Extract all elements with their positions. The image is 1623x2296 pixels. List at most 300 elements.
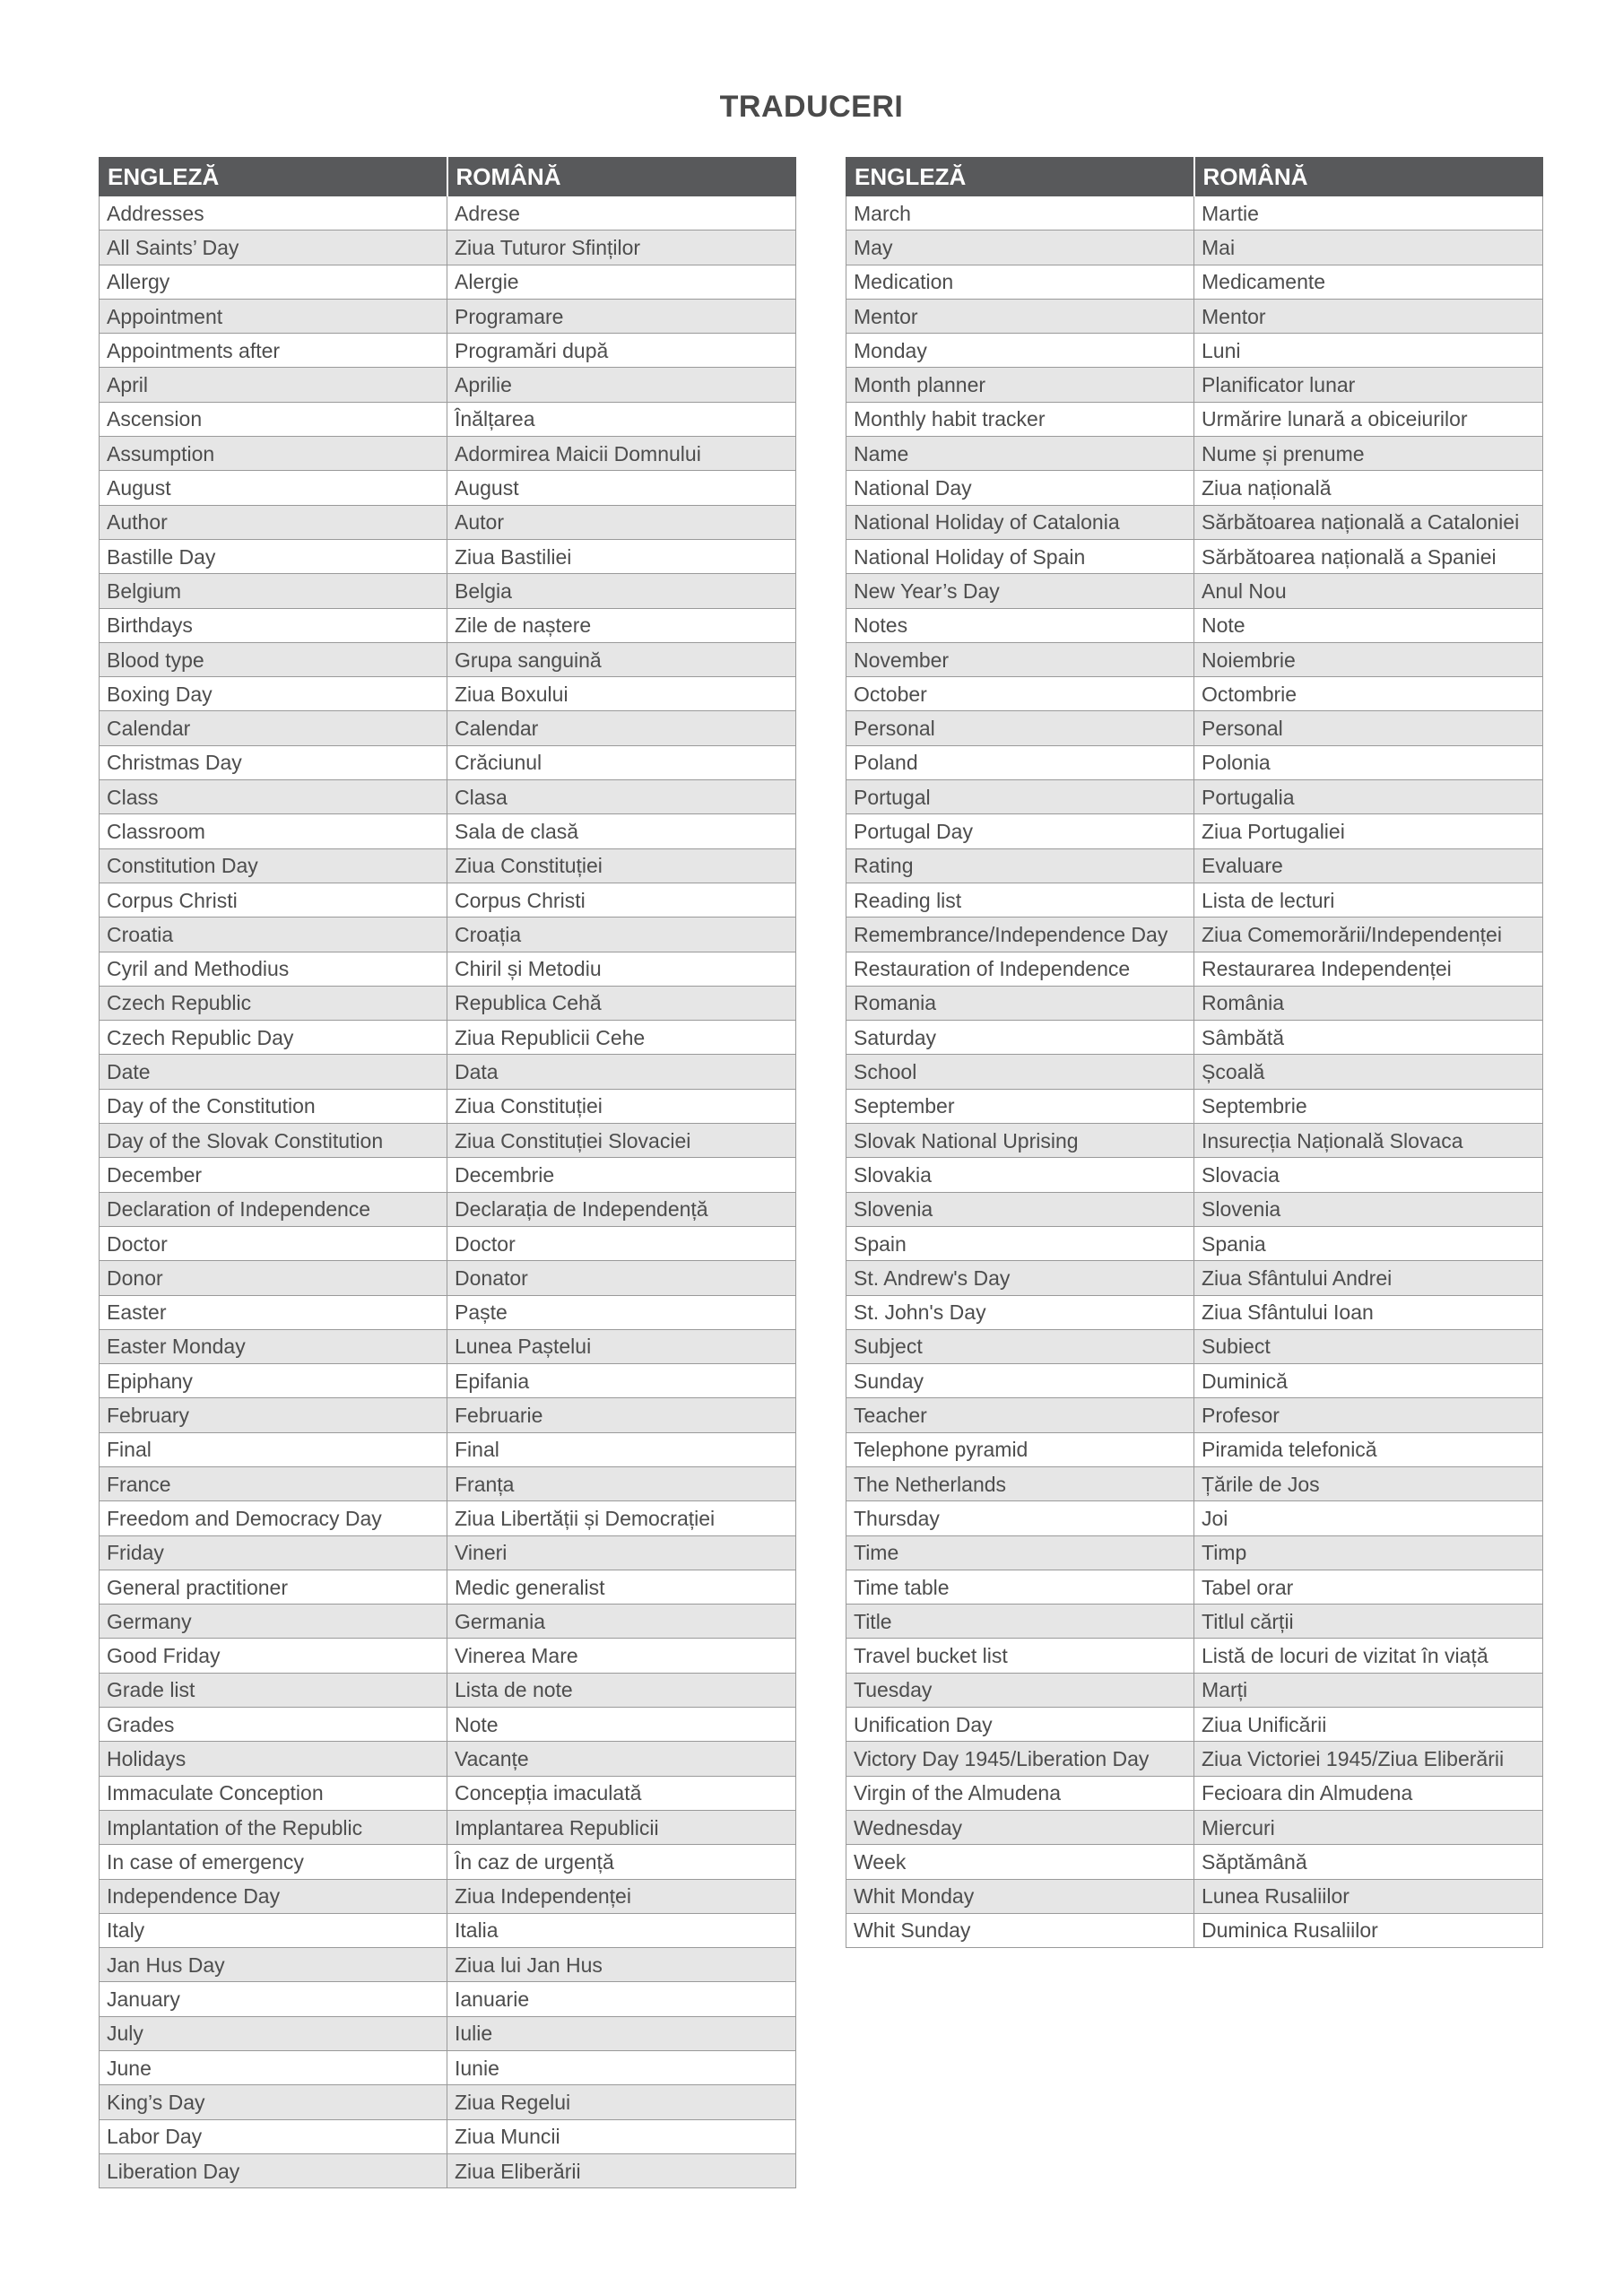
romanian-translation: Concepția imaculată: [447, 1776, 796, 1810]
table-row: [100, 814, 796, 848]
english-term: Birthdays: [100, 608, 447, 642]
english-term: Italy: [100, 1913, 447, 1947]
table-row: [100, 848, 796, 883]
english-term: Sunday: [846, 1364, 1194, 1398]
table-row: [100, 1398, 796, 1432]
english-term: Wednesday: [846, 1810, 1194, 1844]
table-row: [100, 2119, 796, 2153]
english-term: Appointment: [100, 299, 447, 333]
table-row: [100, 505, 796, 539]
english-term: April: [100, 368, 447, 402]
english-term: Appointments after: [100, 334, 447, 368]
english-term: King’s Day: [100, 2085, 447, 2119]
english-term: Grades: [100, 1708, 447, 1742]
table-row: [846, 539, 1543, 573]
table-row: [100, 1948, 796, 1982]
english-term: Constitution Day: [100, 848, 447, 883]
romanian-translation: Franța: [447, 1466, 796, 1500]
romanian-translation: Evaluare: [1194, 848, 1543, 883]
table-row: [100, 1158, 796, 1192]
english-term: Slovenia: [846, 1192, 1194, 1226]
romanian-translation: Țările de Jos: [1194, 1466, 1543, 1500]
table-row: [846, 1810, 1543, 1844]
english-term: Saturday: [846, 1021, 1194, 1055]
english-term: Victory Day 1945/Liberation Day: [846, 1742, 1194, 1776]
romanian-translation: Ziua Victoriei 1945/Ziua Eliberării: [1194, 1742, 1543, 1776]
table-row: [100, 1089, 796, 1123]
english-term: Rating: [846, 848, 1194, 883]
english-term: July: [100, 2016, 447, 2050]
english-term: Immaculate Conception: [100, 1776, 447, 1810]
table-row: [100, 1570, 796, 1604]
english-term: August: [100, 471, 447, 505]
table-row: [100, 780, 796, 814]
table-row: [100, 1192, 796, 1226]
table-row: [846, 1913, 1543, 1947]
table-row: [846, 1192, 1543, 1226]
romanian-translation: Note: [447, 1708, 796, 1742]
romanian-translation: Germania: [447, 1605, 796, 1639]
english-term: Easter Monday: [100, 1329, 447, 1363]
table-row: [846, 986, 1543, 1020]
romanian-translation: Ianuarie: [447, 1982, 796, 2016]
english-term: Tuesday: [846, 1673, 1194, 1707]
english-term: Liberation Day: [100, 2153, 447, 2187]
romanian-translation: Personal: [1194, 711, 1543, 745]
table-row: [846, 780, 1543, 814]
table-row: [100, 1535, 796, 1570]
romanian-translation: Ziua Eliberării: [447, 2153, 796, 2187]
table-row: [100, 1605, 796, 1639]
english-term: Friday: [100, 1535, 447, 1570]
english-term: February: [100, 1398, 447, 1432]
english-term: Czech Republic Day: [100, 1021, 447, 1055]
romanian-translation: Miercuri: [1194, 1810, 1543, 1844]
table-row: [846, 1708, 1543, 1742]
english-term: Easter: [100, 1295, 447, 1329]
table-row: [100, 642, 796, 676]
table-row: [100, 1295, 796, 1329]
romanian-translation: În caz de urgență: [447, 1845, 796, 1879]
table-row: [846, 1845, 1543, 1879]
english-term: School: [846, 1055, 1194, 1089]
table-row: [100, 1982, 796, 2016]
romanian-translation: Data: [447, 1055, 796, 1089]
table-row: [846, 1432, 1543, 1466]
english-term: May: [846, 230, 1194, 265]
table-row: [846, 848, 1543, 883]
romanian-translation: Vacanțe: [447, 1742, 796, 1776]
table-row: [846, 1879, 1543, 1913]
english-term: Allergy: [100, 265, 447, 299]
english-term: January: [100, 1982, 447, 2016]
english-term: Labor Day: [100, 2119, 447, 2153]
english-term: Notes: [846, 608, 1194, 642]
table-row: [846, 1089, 1543, 1123]
table-row: [100, 1673, 796, 1707]
romanian-translation: Lunea Rusaliilor: [1194, 1879, 1543, 1913]
column-header-romanian: ROMÂNĂ: [447, 158, 796, 196]
table-row: [846, 1673, 1543, 1707]
english-term: Portugal: [846, 780, 1194, 814]
table-row: [100, 952, 796, 986]
english-term: Reading list: [846, 883, 1194, 917]
table-row: [100, 608, 796, 642]
table-row: [100, 196, 796, 230]
romanian-translation: România: [1194, 986, 1543, 1020]
table-row: [846, 814, 1543, 848]
english-term: November: [846, 642, 1194, 676]
table-row: [100, 677, 796, 711]
romanian-translation: Portugalia: [1194, 780, 1543, 814]
romanian-translation: Slovacia: [1194, 1158, 1543, 1192]
english-term: March: [846, 196, 1194, 230]
english-term: October: [846, 677, 1194, 711]
english-term: Assumption: [100, 437, 447, 471]
english-term: Month planner: [846, 368, 1194, 402]
column-header-romanian: ROMÂNĂ: [1194, 158, 1543, 196]
romanian-translation: Tabel orar: [1194, 1570, 1543, 1604]
page-title: TRADUCERI: [719, 90, 904, 124]
romanian-translation: Listă de locuri de vizitat în viață: [1194, 1639, 1543, 1673]
table-row: [846, 1364, 1543, 1398]
table-row: [100, 1261, 796, 1295]
romanian-translation: Ziua Libertății și Democrației: [447, 1501, 796, 1535]
english-term: Travel bucket list: [846, 1639, 1194, 1673]
table-row: [100, 986, 796, 1020]
romanian-translation: Ziua Constituției: [447, 1089, 796, 1123]
table-row: [846, 334, 1543, 368]
romanian-translation: Ziua lui Jan Hus: [447, 1948, 796, 1982]
table-row: [846, 1466, 1543, 1500]
table-row: [846, 1535, 1543, 1570]
english-term: Czech Republic: [100, 986, 447, 1020]
romanian-translation: Epifania: [447, 1364, 796, 1398]
english-term: Time table: [846, 1570, 1194, 1604]
english-term: Time: [846, 1535, 1194, 1570]
table-row: [846, 745, 1543, 779]
table-row: [100, 1913, 796, 1947]
romanian-translation: Nume și prenume: [1194, 437, 1543, 471]
english-term: Thursday: [846, 1501, 1194, 1535]
romanian-translation: Februarie: [447, 1398, 796, 1432]
romanian-translation: Marți: [1194, 1673, 1543, 1707]
romanian-translation: Vineri: [447, 1535, 796, 1570]
romanian-translation: Crăciunul: [447, 745, 796, 779]
romanian-translation: Ziua Portugaliei: [1194, 814, 1543, 848]
romanian-translation: Duminica Rusaliilor: [1194, 1913, 1543, 1947]
english-term: Good Friday: [100, 1639, 447, 1673]
table-row: [100, 1742, 796, 1776]
english-term: Croatia: [100, 918, 447, 952]
column-header-english: ENGLEZĂ: [846, 158, 1194, 196]
table-row: [100, 2051, 796, 2085]
romanian-translation: Ziua Sfântului Ioan: [1194, 1295, 1543, 1329]
romanian-translation: Alergie: [447, 265, 796, 299]
english-term: Holidays: [100, 1742, 447, 1776]
table-row: [100, 711, 796, 745]
english-term: Poland: [846, 745, 1194, 779]
english-term: Blood type: [100, 642, 447, 676]
table-row: [100, 265, 796, 299]
romanian-translation: Martie: [1194, 196, 1543, 230]
table-row: [100, 299, 796, 333]
table-row: [100, 334, 796, 368]
romanian-translation: Ziua Constituției: [447, 848, 796, 883]
english-term: Freedom and Democracy Day: [100, 1501, 447, 1535]
english-term: Epiphany: [100, 1364, 447, 1398]
table-row: [846, 1329, 1543, 1363]
english-term: Medication: [846, 265, 1194, 299]
romanian-translation: Anul Nou: [1194, 574, 1543, 608]
romanian-translation: Profesor: [1194, 1398, 1543, 1432]
table-row: [100, 1021, 796, 1055]
table-row: [100, 1124, 796, 1158]
table-row: [846, 437, 1543, 471]
english-term: National Holiday of Catalonia: [846, 505, 1194, 539]
romanian-translation: Medic generalist: [447, 1570, 796, 1604]
romanian-translation: Joi: [1194, 1501, 1543, 1535]
english-term: Slovakia: [846, 1158, 1194, 1192]
romanian-translation: Ziua Tuturor Sfinților: [447, 230, 796, 265]
romanian-translation: Declarația de Independență: [447, 1192, 796, 1226]
romanian-translation: Republica Cehă: [447, 986, 796, 1020]
english-term: New Year’s Day: [846, 574, 1194, 608]
table-row: [846, 299, 1543, 333]
romanian-translation: Clasa: [447, 780, 796, 814]
table-row: [100, 1845, 796, 1879]
romanian-translation: Zile de naștere: [447, 608, 796, 642]
romanian-translation: Noiembrie: [1194, 642, 1543, 676]
table-row: [100, 2085, 796, 2119]
english-term: Calendar: [100, 711, 447, 745]
english-term: Teacher: [846, 1398, 1194, 1432]
table-row: [846, 1639, 1543, 1673]
table-row: [100, 2153, 796, 2187]
table-row: [100, 1501, 796, 1535]
romanian-translation: Polonia: [1194, 745, 1543, 779]
english-term: Germany: [100, 1605, 447, 1639]
romanian-translation: Lista de lecturi: [1194, 883, 1543, 917]
table-row: [846, 471, 1543, 505]
english-term: Portugal Day: [846, 814, 1194, 848]
table-row: [846, 505, 1543, 539]
table-row: [846, 1742, 1543, 1776]
table-row: [100, 574, 796, 608]
romanian-translation: Slovenia: [1194, 1192, 1543, 1226]
english-term: Subject: [846, 1329, 1194, 1363]
english-term: Bastille Day: [100, 539, 447, 573]
table-row: [100, 1055, 796, 1089]
english-term: Donor: [100, 1261, 447, 1295]
table-row: [846, 574, 1543, 608]
table-row: [846, 1501, 1543, 1535]
romanian-translation: Corpus Christi: [447, 883, 796, 917]
table-row: [100, 402, 796, 436]
romanian-translation: Ziua Comemorării/Independenței: [1194, 918, 1543, 952]
english-term: St. John's Day: [846, 1295, 1194, 1329]
english-term: Telephone pyramid: [846, 1432, 1194, 1466]
table-row: [846, 711, 1543, 745]
romanian-translation: Medicamente: [1194, 265, 1543, 299]
table-row: [846, 642, 1543, 676]
table-row: [846, 1021, 1543, 1055]
romanian-translation: Insurecția Națională Slovaca: [1194, 1124, 1543, 1158]
english-term: Unification Day: [846, 1708, 1194, 1742]
romanian-translation: Ziua Sfântului Andrei: [1194, 1261, 1543, 1295]
table-row: [100, 1329, 796, 1363]
english-term: Author: [100, 505, 447, 539]
english-term: September: [846, 1089, 1194, 1123]
english-term: Monthly habit tracker: [846, 402, 1194, 436]
romanian-translation: Octombrie: [1194, 677, 1543, 711]
table-row: [100, 1466, 796, 1500]
table-row: [846, 1158, 1543, 1192]
table-row: [846, 368, 1543, 402]
romanian-translation: Italia: [447, 1913, 796, 1947]
table-row: [100, 1639, 796, 1673]
english-term: Christmas Day: [100, 745, 447, 779]
romanian-translation: Aprilie: [447, 368, 796, 402]
romanian-translation: Vinerea Mare: [447, 1639, 796, 1673]
english-term: Corpus Christi: [100, 883, 447, 917]
english-term: National Holiday of Spain: [846, 539, 1194, 573]
english-term: Personal: [846, 711, 1194, 745]
romanian-translation: Restaurarea Independenței: [1194, 952, 1543, 986]
romanian-translation: Duminică: [1194, 1364, 1543, 1398]
table-row: [846, 1605, 1543, 1639]
romanian-translation: Luni: [1194, 334, 1543, 368]
english-term: Restauration of Independence: [846, 952, 1194, 986]
english-term: All Saints’ Day: [100, 230, 447, 265]
table-header-row: [100, 158, 796, 196]
table-row: [846, 883, 1543, 917]
romanian-translation: Înălțarea: [447, 402, 796, 436]
english-term: France: [100, 1466, 447, 1500]
romanian-translation: Săptămână: [1194, 1845, 1543, 1879]
romanian-translation: Mentor: [1194, 299, 1543, 333]
romanian-translation: Note: [1194, 608, 1543, 642]
romanian-translation: Chiril și Metodiu: [447, 952, 796, 986]
romanian-translation: Programări după: [447, 334, 796, 368]
english-term: December: [100, 1158, 447, 1192]
table-row: [100, 745, 796, 779]
table-row: [846, 230, 1543, 265]
romanian-translation: Ziua Independenței: [447, 1879, 796, 1913]
table-row: [100, 1226, 796, 1260]
english-term: Implantation of the Republic: [100, 1810, 447, 1844]
romanian-translation: Ziua Boxului: [447, 677, 796, 711]
english-term: In case of emergency: [100, 1845, 447, 1879]
romanian-translation: Ziua Constituției Slovaciei: [447, 1124, 796, 1158]
english-term: June: [100, 2051, 447, 2085]
english-term: Boxing Day: [100, 677, 447, 711]
romanian-translation: Piramida telefonică: [1194, 1432, 1543, 1466]
romanian-translation: Ziua Unificării: [1194, 1708, 1543, 1742]
translation-table-right: [846, 157, 1543, 1948]
english-term: Name: [846, 437, 1194, 471]
table-row: [100, 1432, 796, 1466]
romanian-translation: Iunie: [447, 2051, 796, 2085]
romanian-translation: Lista de note: [447, 1673, 796, 1707]
table-row: [100, 230, 796, 265]
table-row: [100, 883, 796, 917]
english-term: Romania: [846, 986, 1194, 1020]
romanian-translation: Timp: [1194, 1535, 1543, 1570]
table-row: [100, 437, 796, 471]
romanian-translation: Sâmbătă: [1194, 1021, 1543, 1055]
romanian-translation: Fecioara din Almudena: [1194, 1776, 1543, 1810]
english-term: Cyril and Methodius: [100, 952, 447, 986]
table-row: [846, 265, 1543, 299]
english-term: Whit Sunday: [846, 1913, 1194, 1947]
romanian-translation: Implantarea Republicii: [447, 1810, 796, 1844]
english-term: Week: [846, 1845, 1194, 1879]
table-row: [846, 918, 1543, 952]
table-row: [846, 1124, 1543, 1158]
romanian-translation: Mai: [1194, 230, 1543, 265]
table-row: [846, 1398, 1543, 1432]
table-row: [846, 402, 1543, 436]
romanian-translation: Planificator lunar: [1194, 368, 1543, 402]
english-term: Addresses: [100, 196, 447, 230]
romanian-translation: Sărbătoarea națională a Cataloniei: [1194, 505, 1543, 539]
romanian-translation: Donator: [447, 1261, 796, 1295]
english-term: Ascension: [100, 402, 447, 436]
romanian-translation: Autor: [447, 505, 796, 539]
table-row: [846, 952, 1543, 986]
english-term: Doctor: [100, 1226, 447, 1260]
romanian-translation: Croația: [447, 918, 796, 952]
table-row: [100, 368, 796, 402]
table-row: [100, 1364, 796, 1398]
romanian-translation: Belgia: [447, 574, 796, 608]
table-row: [846, 1055, 1543, 1089]
romanian-translation: Lunea Paștelui: [447, 1329, 796, 1363]
romanian-translation: Urmărire lunară a obiceiurilor: [1194, 402, 1543, 436]
table-row: [846, 1295, 1543, 1329]
english-term: Declaration of Independence: [100, 1192, 447, 1226]
table-row: [100, 1708, 796, 1742]
romanian-translation: Final: [447, 1432, 796, 1466]
table-row: [846, 1226, 1543, 1260]
romanian-translation: Decembrie: [447, 1158, 796, 1192]
english-term: St. Andrew's Day: [846, 1261, 1194, 1295]
romanian-translation: Grupa sanguină: [447, 642, 796, 676]
english-term: The Netherlands: [846, 1466, 1194, 1500]
romanian-translation: Adrese: [447, 196, 796, 230]
romanian-translation: Sala de clasă: [447, 814, 796, 848]
english-term: General practitioner: [100, 1570, 447, 1604]
romanian-translation: Școală: [1194, 1055, 1543, 1089]
table-row: [100, 918, 796, 952]
romanian-translation: Calendar: [447, 711, 796, 745]
romanian-translation: Septembrie: [1194, 1089, 1543, 1123]
table-row: [100, 1810, 796, 1844]
table-row: [100, 1879, 796, 1913]
table-row: [846, 1261, 1543, 1295]
english-term: Class: [100, 780, 447, 814]
english-term: Independence Day: [100, 1879, 447, 1913]
romanian-translation: Adormirea Maicii Domnului: [447, 437, 796, 471]
table-row: [100, 471, 796, 505]
english-term: Virgin of the Almudena: [846, 1776, 1194, 1810]
table-row: [100, 2016, 796, 2050]
romanian-translation: Titlul cărții: [1194, 1605, 1543, 1639]
english-term: Day of the Slovak Constitution: [100, 1124, 447, 1158]
table-header-row: [846, 158, 1543, 196]
english-term: Day of the Constitution: [100, 1089, 447, 1123]
